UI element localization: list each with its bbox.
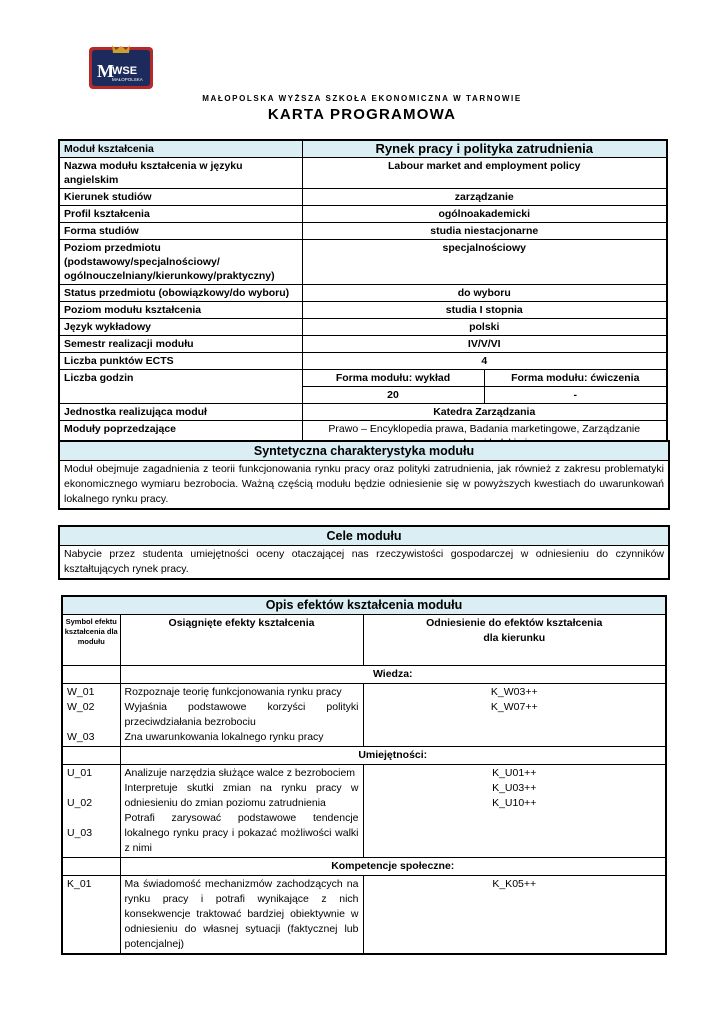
effects-header-row xyxy=(62,615,666,648)
effect-ref: K_U01++ xyxy=(492,767,537,779)
logo-letter: M xyxy=(97,61,114,81)
skills-refs xyxy=(363,765,666,858)
info-label: Liczba punktów ECTS xyxy=(59,353,302,370)
module-info-table xyxy=(58,139,668,453)
section-spacer xyxy=(62,858,120,876)
unit-row xyxy=(59,404,667,421)
info-value: specjalnościowy xyxy=(302,240,667,285)
refs-column-header xyxy=(363,615,666,648)
hours-label: Liczba godzin xyxy=(59,370,302,404)
effect-code: K_01 xyxy=(67,878,92,890)
exercise-form-label: Forma modułu: ćwiczenia xyxy=(484,370,667,387)
info-row xyxy=(59,353,667,370)
effect-ref: K_K05++ xyxy=(492,878,537,890)
info-row xyxy=(59,206,667,223)
synthetic-text: Moduł obejmuje zagadnienia z teorii funkcjonowania rynku pracy oraz polityki zatrudnienia, jak również z zakresu problematyki ekonomicznego wymiaru bezrobocia. Ważną częścią modułu będzie odniesienie się w powyższych kwestiach do uwarunkowań lokalnego rynku pracy. xyxy=(64,463,664,505)
goals-text: Nabycie przez studenta umiejętności oceny otaczającej nas rzeczywistości gospodarczej w odniesieniu do czynników kształtujących rynek pracy. xyxy=(64,548,664,575)
effect-text: Wyjaśnia podstawowe korzyści polityki przeciwdziałania bezrobociu xyxy=(124,701,359,728)
effect-ref: K_U03++ xyxy=(492,782,537,794)
module-title-label: Moduł kształcenia xyxy=(59,140,302,158)
prereq-value: Prawo – Encyklopedia prawa, Badania marketingowe, Zarządzanie xyxy=(302,421,667,453)
symbol-column-header: Symbol efektu kształcenia dla modułu xyxy=(62,615,120,666)
effect-ref: K_W03++ xyxy=(490,686,538,698)
hours-row xyxy=(59,370,667,387)
social-heading-row xyxy=(62,858,666,876)
knowledge-row xyxy=(62,684,666,747)
module-title-row xyxy=(59,140,667,158)
crown-icon xyxy=(112,45,130,53)
unit-label: Jednostka realizująca moduł xyxy=(59,404,302,421)
lecture-form-label: Forma modułu: wykład xyxy=(302,370,484,387)
info-label: Forma studiów xyxy=(59,223,302,240)
info-row xyxy=(59,158,667,189)
info-value: IV/V/VI xyxy=(302,336,667,353)
info-value: studia niestacjonarne xyxy=(302,223,667,240)
effect-ref: K_W07++ xyxy=(490,701,538,713)
effect-text: Ma świadomość mechanizmów zachodzących na rynku pracy i potrafi wynikające z nich konsekwencje traktować bardziej obiektywnie w odniesieniu do własnej sytuacji (faktycznej lub potencjalnej) xyxy=(124,878,359,950)
document-title: KARTA PROGRAMOWA xyxy=(267,106,457,123)
social-heading: Kompetencje społeczne: xyxy=(120,858,666,876)
info-row xyxy=(59,223,667,240)
skills-heading: Umiejętności: xyxy=(120,747,666,765)
skills-row xyxy=(62,765,666,858)
unit-value: Katedra Zarządzania xyxy=(302,404,667,421)
exercise-hours: - xyxy=(484,387,667,404)
info-label: Status przedmiotu (obowiązkowy/do wyboru) xyxy=(59,285,302,302)
info-row xyxy=(59,240,667,285)
effect-code xyxy=(67,781,116,796)
info-label: Nazwa modułu kształcenia w języku angielskim xyxy=(59,158,302,189)
knowledge-codes xyxy=(62,684,120,747)
refs-header-line2: dla kierunku xyxy=(483,632,546,644)
social-refs xyxy=(363,876,666,955)
skills-effects xyxy=(120,765,363,858)
effect-code xyxy=(67,811,116,826)
effect-text: Zna uwarunkowania lokalnego rynku pracy xyxy=(124,731,324,743)
synthetic-title: Syntetyczna charakterystyka modułu xyxy=(60,442,668,461)
effects-column-header: Osiągnięte efekty kształcenia xyxy=(120,615,363,666)
social-row xyxy=(62,876,666,955)
info-label: Semestr realizacji modułu xyxy=(59,336,302,353)
effect-code: U_02 xyxy=(67,797,93,809)
social-codes xyxy=(62,876,120,955)
skills-heading-row xyxy=(62,747,666,765)
school-logo xyxy=(88,44,154,90)
skills-codes xyxy=(62,765,120,858)
info-label: Profil kształcenia xyxy=(59,206,302,223)
effect-text: Analizuje narzędzia służące walce z bezrobociem xyxy=(124,767,356,779)
section-spacer xyxy=(62,747,120,765)
knowledge-heading: Wiedza: xyxy=(120,666,666,684)
info-value: Labour market and employment policy xyxy=(302,158,667,189)
prereq-label: Moduły poprzedzające xyxy=(59,421,302,453)
effect-code: U_03 xyxy=(67,827,93,839)
effect-text: Rozpoznaje teorię funkcjonowania rynku pracy xyxy=(124,686,342,698)
info-label: Język wykładowy xyxy=(59,319,302,336)
effect-code: W_03 xyxy=(67,731,95,743)
effect-code xyxy=(67,715,116,730)
info-row xyxy=(59,336,667,353)
goals-title: Cele modułu xyxy=(60,527,668,546)
knowledge-heading-row xyxy=(62,666,666,684)
social-effects xyxy=(120,876,363,955)
info-value: 4 xyxy=(302,353,667,370)
refs-header-spacer xyxy=(363,647,666,666)
info-row xyxy=(59,285,667,302)
effect-text: Interpretuje skutki zmian na rynku pracy w odniesieniu do zmian poziomu zatrudnienia xyxy=(124,782,359,809)
school-name: MAŁOPOLSKA WYŻSZA SZKOŁA EKONOMICZNA W TARNOWIE xyxy=(202,94,522,103)
info-value: ogólnoakademicki xyxy=(302,206,667,223)
section-spacer xyxy=(62,666,120,684)
synthetic-section xyxy=(58,440,670,510)
logo-text: WSE xyxy=(112,65,138,77)
effects-title: Opis efektów kształcenia modułu xyxy=(62,596,666,615)
knowledge-effects xyxy=(120,684,363,747)
info-label: Poziom przedmiotu (podstawowy/specjalnościowy/ ogólnouczelniany/kierunkowy/praktyczny) xyxy=(59,240,302,285)
info-row xyxy=(59,189,667,206)
info-row xyxy=(59,302,667,319)
effects-table xyxy=(61,595,667,955)
module-title-value: Rynek pracy i polityka zatrudnienia xyxy=(302,140,667,158)
knowledge-refs xyxy=(363,684,666,747)
effect-code: W_02 xyxy=(67,701,95,713)
logo-subtext: MAŁOPOLSKA xyxy=(112,77,143,82)
effect-code: W_01 xyxy=(67,686,95,698)
info-value: studia I stopnia xyxy=(302,302,667,319)
effect-code: U_01 xyxy=(67,767,93,779)
effects-title-row xyxy=(62,596,666,615)
info-value: do wyboru xyxy=(302,285,667,302)
info-label: Poziom modułu kształcenia xyxy=(59,302,302,319)
effect-ref: K_U10++ xyxy=(492,797,537,809)
effect-text: Potrafi zarysować podstawowe tendencje lokalnego rynku pracy i pokazać możliwości walki z nimi xyxy=(124,812,359,854)
goals-section xyxy=(58,525,670,580)
info-value: polski xyxy=(302,319,667,336)
info-value: zarządzanie xyxy=(302,189,667,206)
lecture-hours: 20 xyxy=(302,387,484,404)
info-label: Kierunek studiów xyxy=(59,189,302,206)
refs-header-line1: Odniesienie do efektów kształcenia xyxy=(426,617,603,629)
info-row xyxy=(59,319,667,336)
